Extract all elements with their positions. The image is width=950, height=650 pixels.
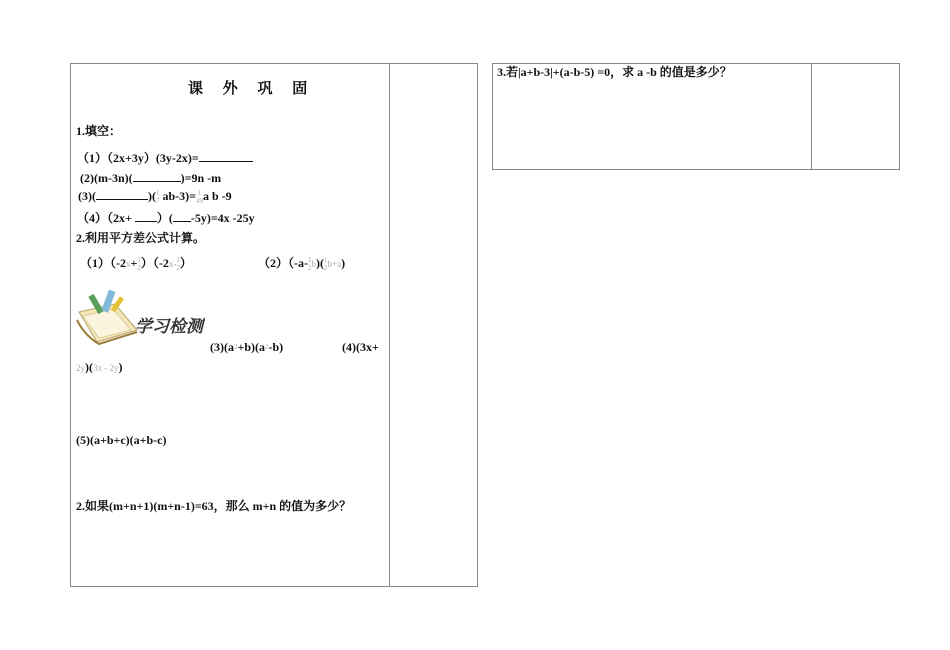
diff-item-2: （2）（-a-1 2b)(1 2b+a): [258, 256, 346, 273]
fill-item-3: (3)( )(1 7 ab-3)= 1 49a b -9: [78, 189, 232, 206]
item-4-continued: 2y)(3x - 2y): [76, 360, 123, 374]
item-5: (5)(a+b+c)(a+b-c): [76, 433, 167, 447]
fill-item-2: (2)(m-3n)( )=9n -m: [80, 171, 222, 185]
section-title: 课 外 巩 固: [188, 81, 316, 97]
diff-item-1: （1）（-2x+1 2）（-2x-1 2）: [80, 256, 192, 273]
svg-text:学习检测: 学习检测: [135, 317, 203, 337]
right-table: [492, 63, 900, 170]
fill-heading: 1.填空：: [76, 124, 122, 138]
question-3: 3.若|a+b-3|+(a-b-5) =0，求 a -b 的值是多少？: [497, 65, 732, 79]
notebook-pencil-icon: [75, 290, 205, 348]
right-table-divider: [811, 63, 812, 170]
item-4: (4)(3x+: [342, 340, 379, 354]
study-check-logo: [75, 290, 205, 348]
item-3: $(3)(a^2+b)(a^2-b)$: [210, 340, 284, 354]
diff-heading: 2.利用平方差公式计算。: [76, 231, 206, 245]
fill-item-4: （4）（2x+ ）( -5y)=4x -25y: [77, 211, 255, 225]
question-2: 2.如果(m+n+1)(m+n-1)=63，那么 m+n 的值为多少？: [76, 499, 352, 513]
fill-item-1: （1）（2x+3y）(3y-2x)=: [77, 151, 253, 165]
left-table-divider: [389, 63, 390, 587]
